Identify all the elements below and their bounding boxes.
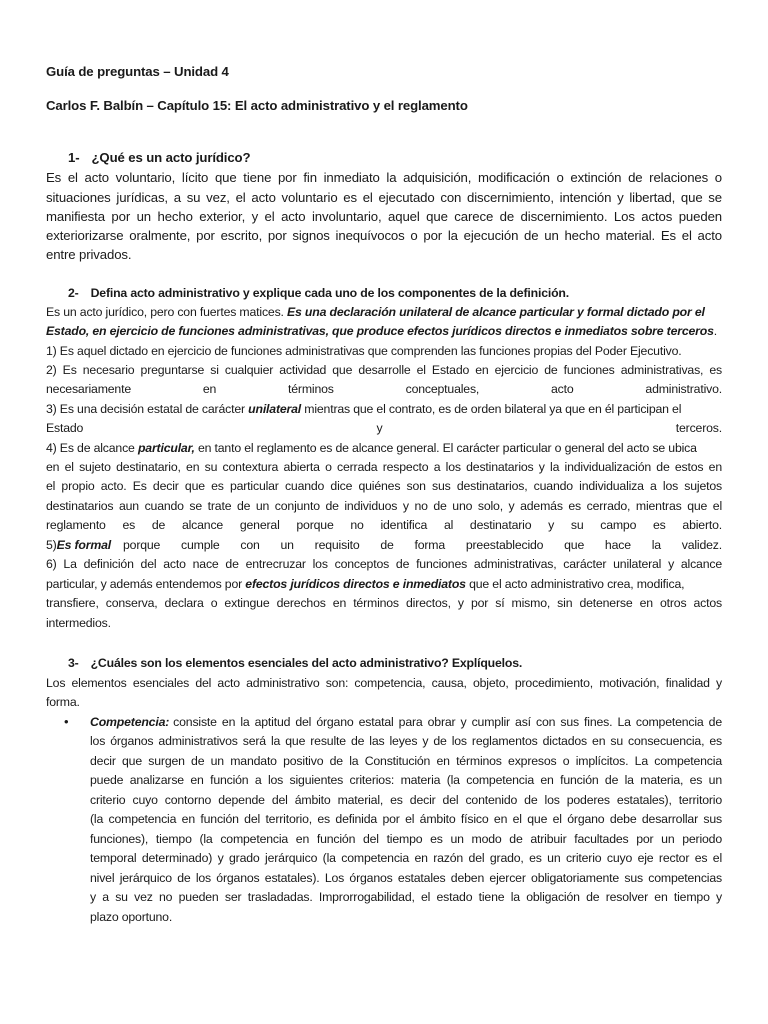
bullet-line: funciones), tiempo (la competencia en función del tiempo es un modo de atribuir facultades por un periodo bbox=[90, 832, 722, 846]
component-6-line: 6) La definición del acto nace de entrecruzar los conceptos de funciones administrativas, carácter unilateral y alcance bbox=[46, 557, 722, 571]
component-4-term: particular, bbox=[137, 441, 195, 455]
word: Estado bbox=[46, 421, 84, 435]
component-4-line: el propio acto. Es decir que es particular cuando dice quiénes son sus destinatarios, cuando individualiza a los sujetos bbox=[46, 479, 722, 493]
component-4-text: 4) Es de alcance bbox=[46, 441, 138, 455]
bullet-icon: • bbox=[64, 714, 69, 729]
word: y bbox=[376, 421, 383, 435]
component-6-line: intermedios. bbox=[46, 616, 111, 630]
answer-3-line: forma. bbox=[46, 695, 80, 709]
bullet-line: temporal determinado) y grado jerárquico (la competencia en razón del grado, es un criterio cuyo eje rector es el bbox=[90, 851, 722, 865]
answer-1-line: situaciones jurídicas, a su vez, el acto voluntario es el ejecutado con discernimiento, intención y libertad, que se bbox=[46, 190, 722, 205]
component-5-line bbox=[46, 536, 722, 555]
answer-1-line: manifiesta por un hecho exterior, y el acto involuntario, aquel que carece de discernimiento. Los actos pueden bbox=[46, 209, 722, 224]
definition-end: . bbox=[713, 324, 718, 338]
word: acto bbox=[551, 382, 574, 396]
word: en bbox=[202, 382, 217, 396]
question-3-number: 3- bbox=[68, 656, 79, 670]
bullet-line: puede analizarse en función a los siguientes criterios: materia (la competencia en función de la materia, es un bbox=[90, 773, 722, 787]
definition-line bbox=[46, 322, 717, 341]
component-4-line: destinatarios aun cuando se trate de un conjunto de individuos y no de uno solo, y además es cerrado, mientras que el bbox=[46, 499, 722, 513]
bullet-line: plazo oportuno. bbox=[90, 910, 173, 924]
component-6-text: particular, y además entendemos por bbox=[46, 577, 243, 591]
component-4-line: reglamento es de alcance general porque no identifica al destinatario y su campo es abierto. bbox=[46, 518, 722, 532]
component-6-line: transfiere, conserva, declara o extingue derechos en términos directos, y por sí mismo, sin detenerse en otros actos bbox=[46, 596, 722, 610]
word: terceros. bbox=[675, 421, 722, 435]
bullet-line: (la competencia en función del territorio, es definida por el ámbito físico en el que el órgano debe desarrollar sus bbox=[90, 812, 722, 826]
bullet-line: nivel jerárquico de los órganos estatales). Los órganos estatales deben ejercer obligatoriamente sus competencias bbox=[90, 871, 722, 885]
question-3-text: ¿Cuáles son los elementos esenciales del acto administrativo? Explíquelos. bbox=[90, 656, 523, 670]
question-3-heading bbox=[68, 654, 522, 673]
definition-intro: Es un acto jurídico, pero con fuertes matices. bbox=[46, 305, 288, 319]
answer-1-line: Es el acto voluntario, lícito que tiene por fin inmediato la adquisición, modificación o extinción de relaciones o bbox=[46, 170, 722, 185]
component-6-text: que el acto administrativo crea, modifica, bbox=[469, 577, 685, 591]
bullet-text: consiste en la aptitud del órgano estatal para obrar y cumplir así con sus fines. La competencia de bbox=[173, 715, 722, 729]
component-3-text: mientras que el contrato, es de orden bilateral ya que en él participan el bbox=[301, 402, 682, 416]
component-6-line bbox=[46, 575, 684, 594]
word: conceptuales, bbox=[405, 382, 480, 396]
component-4-line: en el sujeto destinatario, en su contextura abierta o cerrada respecto a los destinatarios y la individualización de estos en bbox=[46, 460, 722, 474]
bullet-term: Competencia: bbox=[90, 715, 170, 729]
bullet-line bbox=[90, 713, 722, 732]
component-5-text: porque cumple con un requisito de forma preestablecido que hace la validez. bbox=[123, 538, 722, 552]
chapter-title: Carlos F. Balbín – Capítulo 15: El acto administrativo y el reglamento bbox=[46, 98, 468, 113]
word: administrativo. bbox=[645, 382, 722, 396]
definition-bold: Estado, en ejercicio de funciones administrativas, que produce efectos jurídicos directos e inmediatos sobre terceros bbox=[46, 324, 714, 338]
bullet-line: criterio cuyo contorno depende del ámbito material, es decir del contenido de los poderes estatales), territorio bbox=[90, 793, 722, 807]
bullet-line: decir que surgen de un mandato positivo de la Constitución en términos expresos o implícitos. La competencia bbox=[90, 754, 722, 768]
component-2-line: 2) Es necesario preguntarse si cualquier actividad que desarrolle el Estado en ejercicio de funciones administrativas, es bbox=[46, 363, 722, 377]
document-title: Guía de preguntas – Unidad 4 bbox=[46, 64, 229, 79]
answer-1-line: entre privados. bbox=[46, 247, 132, 262]
question-2-heading bbox=[68, 284, 569, 303]
question-1-heading bbox=[68, 148, 250, 167]
component-5-term: Es formal bbox=[56, 538, 111, 552]
question-1-text: ¿Qué es un acto jurídico? bbox=[91, 150, 251, 165]
word: necesariamente bbox=[46, 382, 131, 396]
component-3-text: 3) Es una decisión estatal de carácter bbox=[46, 402, 249, 416]
word: términos bbox=[288, 382, 334, 396]
question-2-text: Defina acto administrativo y explique cada uno de los componentes de la definición. bbox=[90, 286, 569, 300]
component-4-text: en tanto el reglamento es de alcance general. El carácter particular o general del acto se ubica bbox=[194, 441, 697, 455]
component-1: 1) Es aquel dictado en ejercicio de funciones administrativas que comprenden las funciones propias del Poder Ejecutivo. bbox=[46, 344, 682, 358]
question-2-number: 2- bbox=[68, 286, 79, 300]
component-3-line bbox=[46, 419, 722, 438]
component-3-term: unilateral bbox=[248, 402, 302, 416]
component-6-term: efectos jurídicos directos e inmediatos bbox=[245, 577, 466, 591]
component-3-line bbox=[46, 400, 681, 419]
definition-bold: Es una declaración unilateral de alcance particular y formal dictado por el bbox=[287, 305, 705, 319]
answer-1-line: exteriorizarse oralmente, por escrito, por signos inequívocos o por la ejecución de un hecho material. Es el acto bbox=[46, 228, 722, 243]
component-5-number: 5) bbox=[46, 538, 57, 552]
bullet-line: los órganos administrativos será la que resulte de las leyes y de los reglamentos dictados en su consecuencia, es bbox=[90, 734, 722, 748]
component-2-line bbox=[46, 380, 722, 399]
bullet-line: y a su vez no pueden ser trasladadas. Improrrogabilidad, el estado tiene la obligación de resolver en tiempo y bbox=[90, 890, 722, 904]
question-1-number: 1- bbox=[68, 150, 80, 165]
answer-3-line: Los elementos esenciales del acto administrativo son: competencia, causa, objeto, procedimiento, motivación, finalidad y bbox=[46, 676, 722, 690]
component-4-line bbox=[46, 439, 697, 458]
definition-line bbox=[46, 303, 705, 322]
